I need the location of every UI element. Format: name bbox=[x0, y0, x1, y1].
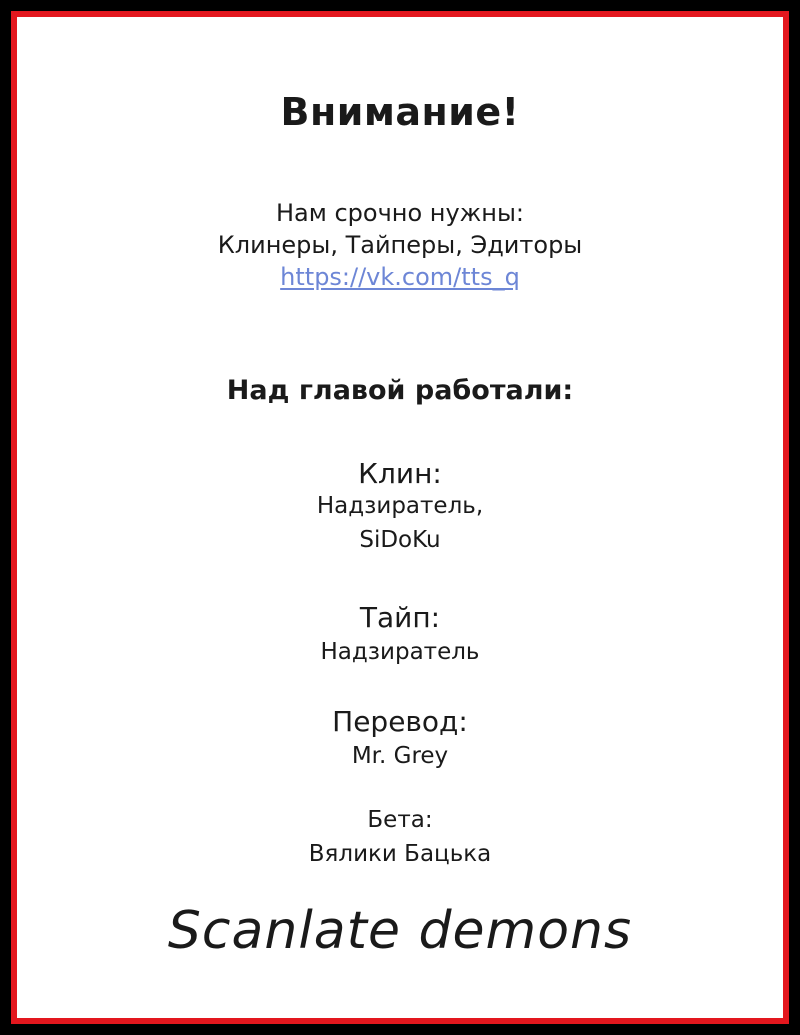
recruit-link[interactable]: https://vk.com/tts_q bbox=[280, 263, 520, 291]
clean-name-1: Надзиратель, bbox=[316, 493, 484, 519]
page-title: Внимание! bbox=[280, 90, 520, 134]
recruit-text: Нам срочно нужны: bbox=[275, 199, 525, 227]
translation-label: Перевод: bbox=[332, 705, 468, 738]
page-frame bbox=[11, 11, 789, 1024]
recruit-link-row bbox=[17, 265, 783, 289]
clean-name-2: SiDoKu bbox=[359, 527, 441, 553]
type-label: Тайп: bbox=[359, 601, 441, 634]
beta-name: Вялики Бацька bbox=[308, 841, 492, 867]
recruit-roles: Клинеры, Тайперы, Эдиторы bbox=[217, 231, 583, 259]
beta-label: Бета: bbox=[367, 807, 433, 833]
type-name: Надзиратель bbox=[320, 639, 480, 665]
team-signature: Scanlate demons bbox=[167, 901, 633, 961]
credits-heading: Над главой работали: bbox=[226, 375, 574, 406]
credits-page bbox=[17, 17, 783, 1018]
translation-name: Mr. Grey bbox=[351, 743, 449, 769]
clean-label: Клин: bbox=[358, 457, 442, 490]
